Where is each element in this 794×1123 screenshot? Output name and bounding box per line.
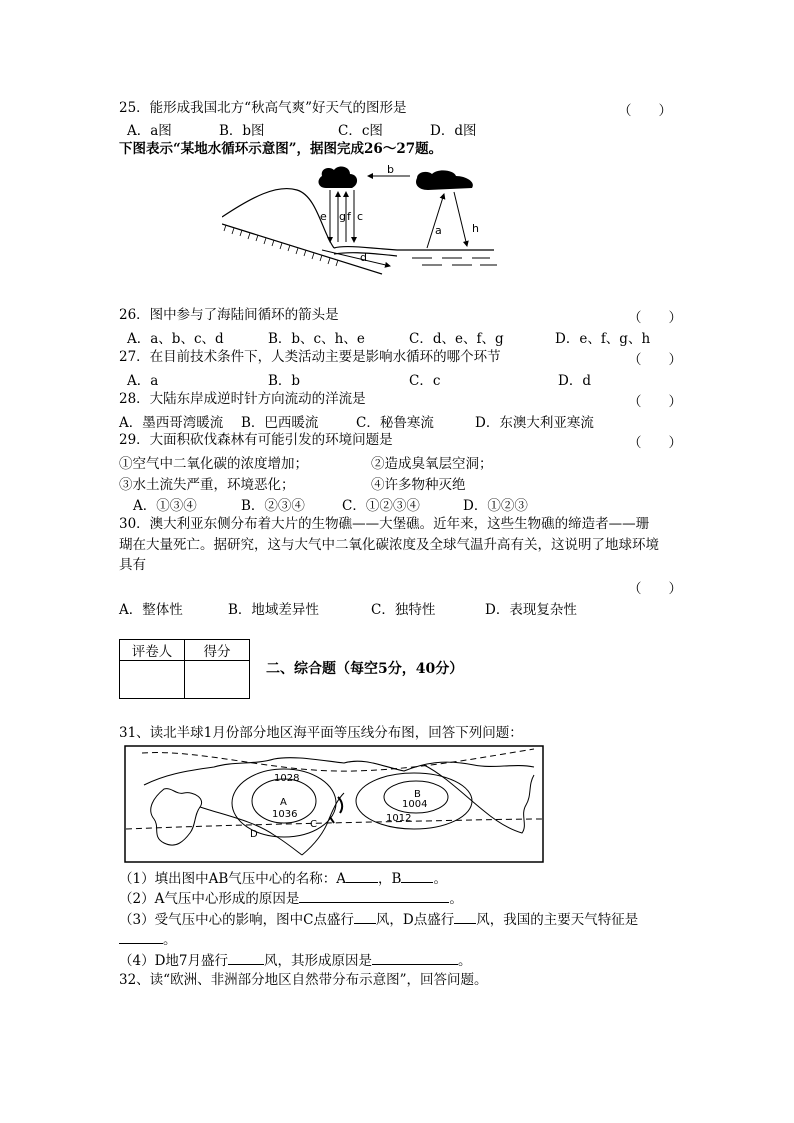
- q31-sub-3-mid1: 风，D点盛行: [375, 912, 455, 928]
- q31-sub-4: [119, 950, 472, 970]
- q29-option-d: D．①②③: [463, 498, 528, 514]
- blank-d-wind[interactable]: [454, 909, 476, 924]
- grader-table: [119, 639, 250, 699]
- intro-26-27: 下图表示“某地水循环示意图”，据图完成26～27题。: [119, 141, 443, 157]
- label-b: b: [387, 163, 394, 176]
- blank-c-wind[interactable]: [354, 909, 376, 924]
- q27-stem: 27．在目前技术条件下，人类活动主要是影响水循环的哪个环节: [119, 349, 501, 365]
- label-h: h: [472, 222, 479, 235]
- q31-sub-1-pre: （1）填出图中AB气压中心的名称：A: [119, 871, 347, 887]
- q25-stem: 25．能形成我国北方“秋高气爽”好天气的图形是: [119, 100, 407, 116]
- q29-item-1: ①空气中二氧化碳的浓度增加；: [119, 456, 308, 472]
- q31-stem: 31、读北半球1月份部分地区海平面等压线分布图，回答下列问题：: [119, 725, 523, 741]
- q27-option-c: C．c: [409, 373, 441, 389]
- q26-answer-paren: （ ）: [628, 310, 682, 326]
- q31-sub-4-pre: （4）D地7月盛行: [119, 953, 229, 969]
- q31-sub-1-mid: ，B: [378, 871, 402, 887]
- q31-sub-2: [119, 888, 463, 908]
- q30-line-2: 瑚在大量死亡。据研究，这与大气中二氧化碳浓度及全球气温升高有关，这说明了地球环境: [119, 537, 659, 553]
- blank-d-july-wind[interactable]: [228, 950, 264, 965]
- q28-option-a: A．墨西哥湾暖流: [119, 415, 224, 431]
- center-a-value: 1036: [272, 809, 298, 820]
- label-a: a: [435, 224, 442, 237]
- q26-option-c: C．d、e、f、g: [409, 331, 504, 347]
- q31-sub-2-pre: （2）A气压中心形成的原因是: [119, 891, 300, 907]
- q30-line-1: 30．澳大利亚东侧分布着大片的生物礁——大堡礁。近年来，这些生物礁的缔造者——珊: [119, 516, 650, 532]
- q30-option-c: C．独特性: [371, 602, 436, 618]
- q25-option-c: C．c图: [338, 123, 383, 139]
- q26-stem: 26．图中参与了海陆间循环的箭头是: [119, 307, 339, 323]
- q29-option-a: A．①③④: [133, 498, 197, 514]
- center-b-value: 1004: [402, 799, 428, 810]
- q31-sub-4-end: 。: [458, 953, 472, 969]
- q31-sub-1-end: 。: [433, 871, 447, 887]
- blank-d-july-reason[interactable]: [372, 950, 458, 965]
- label-c: c: [357, 210, 364, 223]
- q30-option-a: A．整体性: [119, 602, 183, 618]
- q31-sub-3-mid2: 风，我国的主要天气特征是: [476, 912, 639, 928]
- section-2-title: 二、综合题（每空5分，40分）: [266, 661, 464, 677]
- q31-sub-3-cont: [119, 929, 177, 949]
- q27-answer-paren: （ ）: [628, 352, 682, 368]
- q25-option-a: A．a图: [127, 123, 172, 139]
- point-d-label: D: [250, 829, 258, 840]
- label-f: f: [347, 210, 351, 223]
- q31-sub-4-mid: 风，其形成原因是: [264, 953, 373, 969]
- water-cycle-diagram: [222, 162, 512, 277]
- q29-option-c: C．①②③④: [342, 498, 420, 514]
- point-c-label: C: [310, 819, 317, 830]
- q29-option-b: B．②③④: [241, 498, 305, 514]
- label-g: g: [339, 210, 346, 223]
- label-d: d: [360, 251, 367, 264]
- q28-answer-paren: （ ）: [628, 394, 682, 410]
- center-a-letter: A: [280, 797, 287, 808]
- q29-stem: 29．大面积砍伐森林有可能引发的环境问题是: [119, 432, 393, 448]
- q28-stem: 28．大陆东岸成逆时针方向流动的洋流是: [119, 391, 366, 407]
- q31-sub-2-end: 。: [449, 891, 463, 907]
- isobar-1028-label: 1028: [274, 773, 300, 784]
- center-b-letter: B: [414, 789, 421, 800]
- q27-option-a: A．a: [127, 373, 159, 389]
- grader-label: 评卷人: [120, 640, 185, 661]
- q25-option-b: B．b图: [219, 123, 265, 139]
- q30-option-d: D．表现复杂性: [485, 602, 577, 618]
- q29-answer-paren: （ ）: [628, 435, 682, 451]
- isobar-1012-label: 1012: [386, 813, 412, 824]
- q28-option-d: D．东澳大利亚寒流: [475, 415, 594, 431]
- grader-cell[interactable]: [120, 661, 185, 699]
- blank-b-name[interactable]: [401, 868, 433, 883]
- q26-option-b: B．b、c、h、e: [268, 331, 365, 347]
- q31-sub-3: [119, 909, 638, 929]
- q26-option-d: D．e、f、g、h: [555, 331, 651, 347]
- q32-stem: 32、读“欧洲、非洲部分地区自然带分布示意图”，回答问题。: [119, 972, 488, 988]
- q26-option-a: A．a、b、c、d: [127, 331, 224, 347]
- q30-option-b: B．地域差异性: [228, 602, 319, 618]
- q29-item-2: ②造成臭氧层空洞；: [371, 456, 493, 472]
- q25-answer-paren: （ ）: [618, 103, 672, 119]
- label-e: e: [320, 210, 327, 223]
- score-cell[interactable]: [185, 661, 250, 699]
- q29-item-4: ④许多物种灭绝: [371, 477, 466, 493]
- q29-item-3: ③水土流失严重，环境恶化；: [119, 477, 295, 493]
- blank-a-reason[interactable]: [299, 888, 449, 903]
- q31-sub-3-end: 。: [163, 932, 177, 948]
- score-label: 得分: [185, 640, 250, 661]
- q30-answer-paren: （ ）: [628, 581, 682, 597]
- q28-option-c: C．秘鲁寒流: [356, 415, 434, 431]
- isobar-map: [124, 745, 544, 863]
- q27-option-b: B．b: [268, 373, 301, 389]
- q30-line-3: 具有: [119, 557, 146, 573]
- q25-option-d: D．d图: [430, 123, 477, 139]
- q27-option-d: D．d: [558, 373, 591, 389]
- blank-a-name[interactable]: [346, 868, 378, 883]
- q28-option-b: B．巴西暖流: [241, 415, 319, 431]
- q31-sub-3-pre: （3）受气压中心的影响，图中C点盛行: [119, 912, 354, 928]
- q31-sub-1: [119, 868, 447, 888]
- blank-weather-feature[interactable]: [119, 929, 163, 944]
